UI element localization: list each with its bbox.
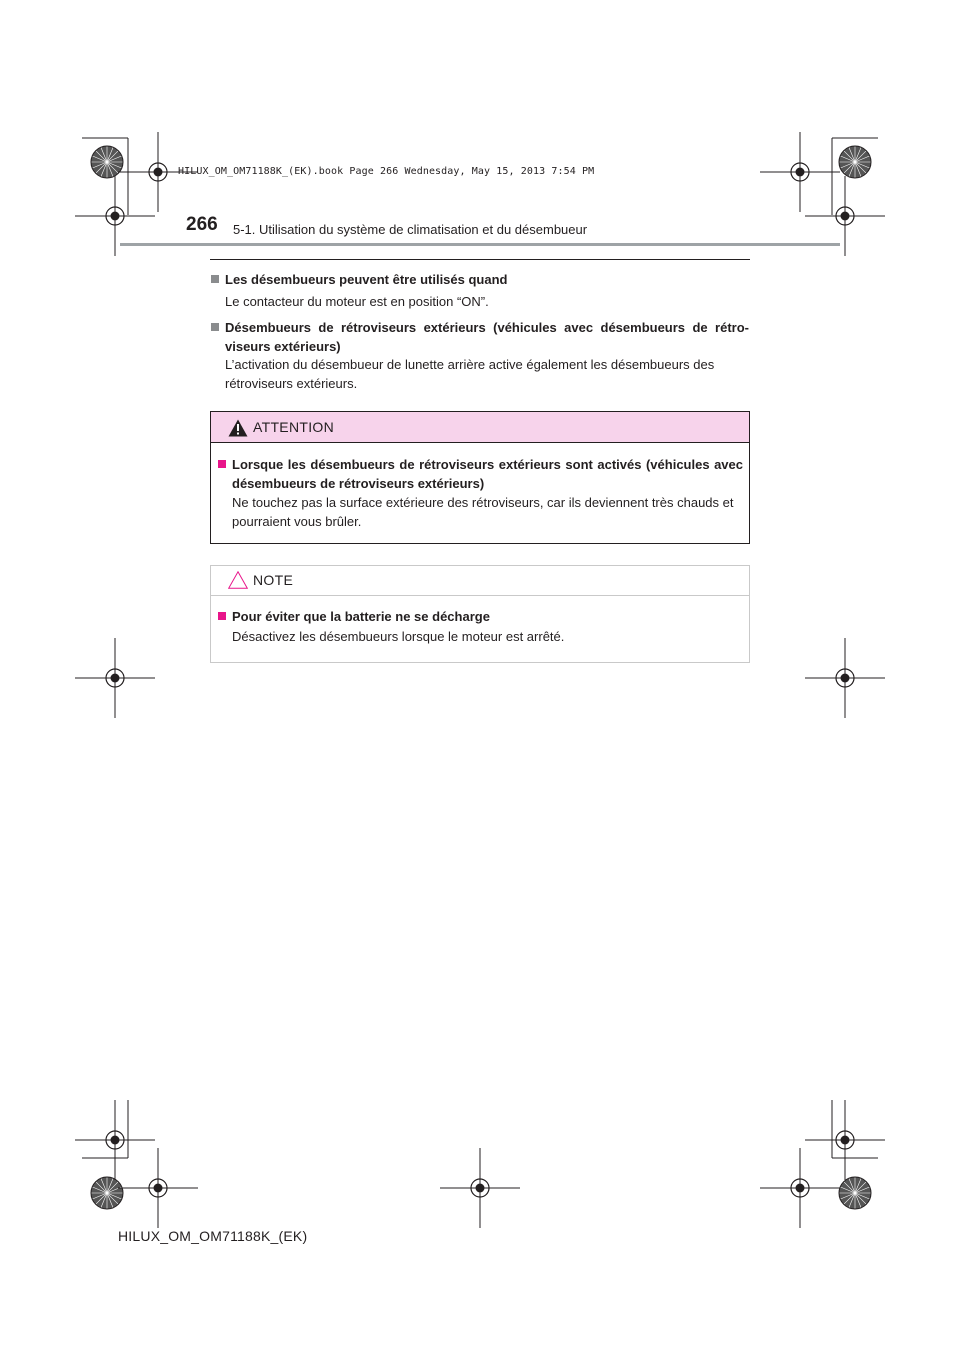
item-heading	[211, 318, 749, 356]
item-body: Le contacteur du moteur est en position “ON”.	[225, 294, 489, 309]
caution-outline-triangle-icon	[228, 571, 248, 589]
square-bullet-icon	[211, 275, 219, 283]
section-title: 5-1. Utilisation du système de climatisation et du désembueur	[233, 222, 588, 237]
item-heading-text: Désembueurs de rétroviseurs extérieurs (véhicules avec désembueurs de rétro-viseurs extérieurs)	[225, 320, 749, 354]
note-box	[210, 565, 750, 663]
caution-header	[211, 412, 749, 443]
note-heading	[218, 607, 743, 626]
file-stamp: HILUX_OM_OM71188K_(EK).book Page 266 Wednesday, May 15, 2013 7:54 PM	[178, 166, 595, 177]
square-bullet-icon	[211, 323, 219, 331]
item-body: L’activation du désembueur de lunette arrière active également les désembueurs des rétroviseurs extérieurs.	[225, 357, 715, 391]
square-bullet-icon	[218, 460, 226, 468]
content-rule	[210, 259, 750, 260]
note-body: Désactivez les désembueurs lorsque le moteur est arrêté.	[232, 629, 565, 644]
caution-heading	[218, 455, 743, 493]
page-number: 266	[186, 214, 218, 235]
caution-label: ATTENTION	[253, 419, 334, 435]
note-heading-text: Pour éviter que la batterie ne se décharge	[232, 609, 490, 624]
footer-code: HILUX_OM_OM71188K_(EK)	[118, 1228, 308, 1244]
caution-heading-text: Lorsque les désembueurs de rétroviseurs extérieurs sont activés (véhicules avec désembueurs de rétroviseurs extérieurs)	[232, 457, 743, 491]
item-heading	[211, 270, 749, 289]
square-bullet-icon	[218, 612, 226, 620]
caution-box	[210, 411, 750, 544]
item-heading-text: Les désembueurs peuvent être utilisés quand	[225, 272, 508, 287]
note-label: NOTE	[253, 572, 294, 588]
note-header	[211, 566, 749, 596]
warning-triangle-icon	[228, 419, 248, 437]
header-rule	[120, 243, 840, 246]
caution-body: Ne touchez pas la surface extérieure des rétroviseurs, car ils deviennent très chauds et pourraient vous brûler.	[232, 495, 734, 529]
